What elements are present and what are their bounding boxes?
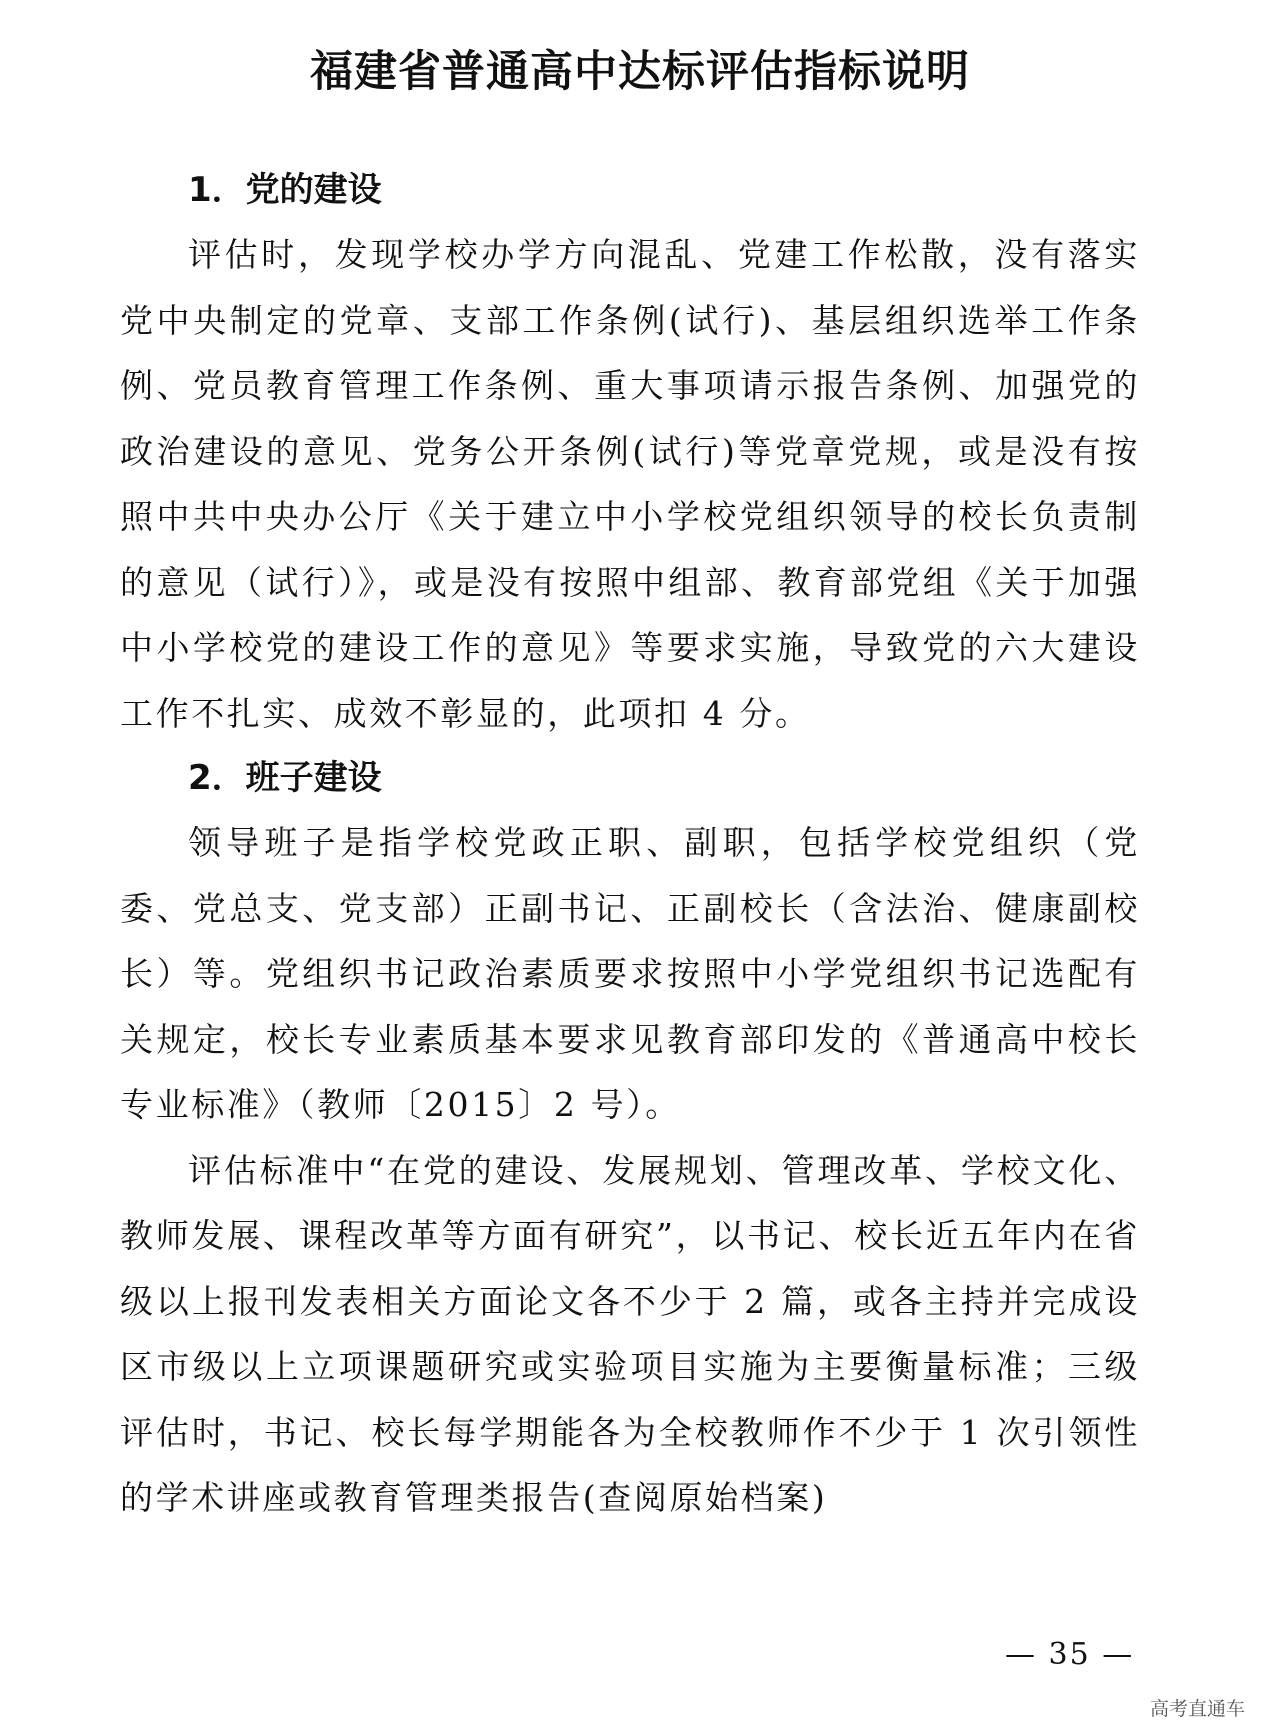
section-paragraph: 评估时，发现学校办学方向混乱、党建工作松散，没有落实党中央制定的党章、支部工作条例(试行)、基层组织选举工作条例、党员教育管理工作条例、重大事项请示报告条例、加强党的政治建设的意见、党务公开条例(试行)等党章党规，或是没有按照中共中央办公厅《关于建立中小学校党组织领导的校长负责制的意见（试行）》，或是没有按照中组部、教育部党组《关于加强中小学校党的建设工作的意见》等要求实施，导致党的六大建设工作不扎实、成效不彰显的，此项扣 4 分。 [120,235,1140,733]
page-number: — 35 — [1005,1637,1135,1672]
section-paragraph: 评估标准中“在党的建设、发展规划、管理改革、学校文化、教师发展、课程改革等方面有研究”，以书记、校长近五年内在省级以上报刊发表相关方面论文各不少于 2 篇，或各主持并完成设区市级以上立项课题研究或实验项目实施为主要衡量标准；三级评估时，书记、校长每学期能各为全校教师作不少于 1 次引领性的学术讲座或教育管理类报告(查阅原始档案) [120,1150,1140,1517]
watermark: 高考直通车 [1150,1698,1246,1720]
section-paragraph: 领导班子是指学校党政正职、副职，包括学校党组织（党委、党总支、党支部）正副书记、正副校长（含法治、健康副校长）等。党组织书记政治素质要求按照中小学党组织书记选配有关规定，校长专业素质基本要求见教育部印发的《普通高中校长专业标准》（教师〔2015〕2 号）。 [120,823,1140,1124]
section-heading: 2．班子建设 [188,758,382,798]
section-heading: 1．党的建设 [188,170,382,210]
document-title: 福建省普通高中达标评估指标说明 [310,47,970,97]
section-party-building [120,158,1140,746]
section-leadership-team [120,746,1140,1531]
document-body [120,158,1140,1531]
